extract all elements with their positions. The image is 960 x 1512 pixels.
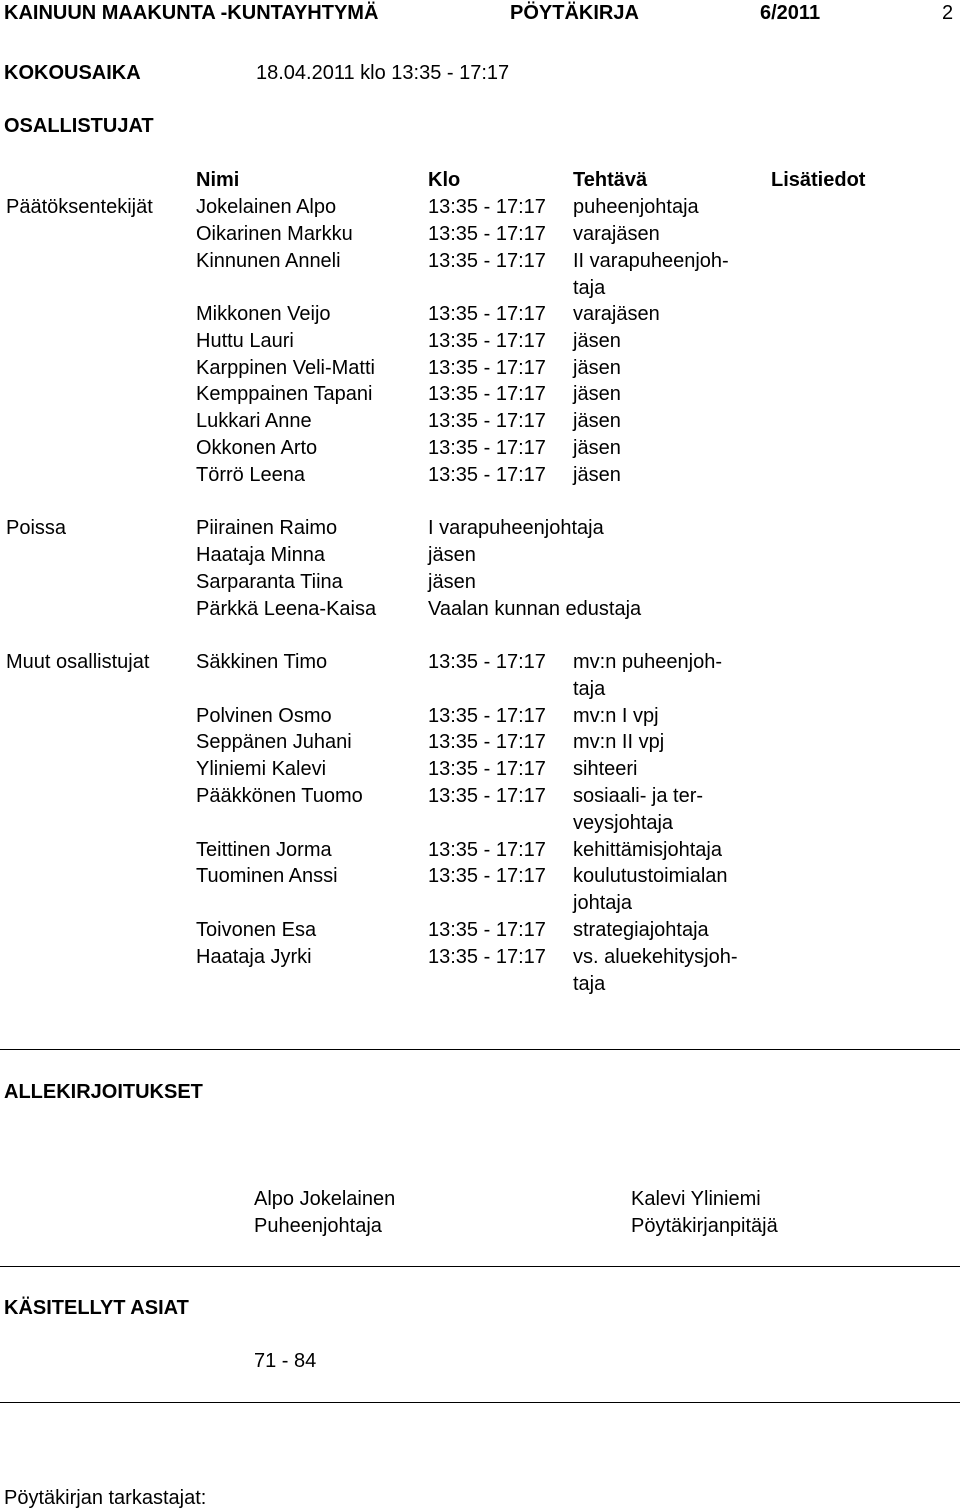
participant-role: jäsen [573,464,621,486]
participants-title: OSALLISTUJAT [4,115,154,137]
table-row [0,408,960,435]
participant-role-continued: taja [573,677,606,700]
participant-time: 13:35 - 17:17 [428,383,546,405]
participant-role: puheenjohtaja [573,196,699,218]
participant-name: Pääkkönen Tuomo [196,785,363,807]
participant-role-continued: veysjohtaja [573,811,674,834]
group-label-others: Muut osallistujat [6,651,150,673]
signer-secretary-name: Kalevi Yliniemi [631,1188,761,1210]
table-header [0,167,960,194]
participant-role: mv:n II vpj [573,731,665,753]
table-row [0,515,960,542]
participant-role: sihteeri [573,758,638,780]
participant-name: Okkonen Arto [196,437,318,459]
col-time-header: Klo [428,169,461,191]
participant-time: 13:35 - 17:17 [428,437,546,459]
col-role-header: Tehtävä [573,169,648,191]
participant-name: Teittinen Jorma [196,839,332,861]
participant-role: varajäsen [573,303,660,325]
items-range: 71 - 84 [254,1350,317,1372]
participant-name: Piirainen Raimo [196,517,338,539]
participant-role-continued: taja [573,972,606,995]
table-row [0,596,960,623]
table-row [0,569,960,596]
table-row [0,729,960,756]
table-row [0,917,960,944]
table-row [0,355,960,382]
participant-role: vs. aluekehitysjoh- [573,946,738,968]
participant-role-continued: johtaja [573,891,632,914]
participant-name: Tuominen Anssi [196,865,338,887]
participant-time: 13:35 - 17:17 [428,758,546,780]
participant-time: 13:35 - 17:17 [428,946,546,968]
participant-role: sosiaali- ja ter- [573,785,704,807]
participant-time: 13:35 - 17:17 [428,919,546,941]
section-divider [0,1266,960,1267]
signatures-title: ALLEKIRJOITUKSET [4,1081,203,1103]
signer-chair-role: Puheenjohtaja [254,1215,382,1237]
participant-name: Polvinen Osmo [196,705,332,727]
participant-time: 13:35 - 17:17 [428,464,546,486]
meeting-label: KOKOUSAIKA [4,62,141,84]
participant-role: II varapuheenjoh- [573,250,729,272]
signer-secretary-role: Pöytäkirjanpitäjä [631,1215,778,1237]
participant-name: Pärkkä Leena-Kaisa [196,598,377,620]
participant-name: Lukkari Anne [196,410,312,432]
table-row [0,462,960,489]
meeting-value: 18.04.2011 klo 13:35 - 17:17 [256,62,510,84]
participant-role: koulutustoimialan [573,865,728,887]
participant-time: 13:35 - 17:17 [428,330,546,352]
participant-name: Säkkinen Timo [196,651,328,673]
table-row [0,435,960,462]
participant-role-continued: taja [573,276,606,299]
participant-name: Kinnunen Anneli [196,250,341,272]
participant-name: Karppinen Veli-Matti [196,357,375,379]
participant-time: 13:35 - 17:17 [428,705,546,727]
participant-name: Toivonen Esa [196,919,317,941]
signer-chair-name: Alpo Jokelainen [254,1188,396,1210]
participant-name: Haataja Jyrki [196,946,312,968]
group-label-decision: Päätöksentekijät [6,196,153,218]
participant-name: Haataja Minna [196,544,325,566]
participant-role: jäsen [573,437,621,459]
participant-role: jäsen [428,571,476,593]
participant-role: Vaalan kunnan edustaja [428,598,642,620]
participant-role: strategiajohtaja [573,919,709,941]
table-row [0,944,960,995]
participant-name: Mikkonen Veijo [196,303,331,325]
participant-time: 13:35 - 17:17 [428,839,546,861]
participant-name: Huttu Lauri [196,330,294,352]
participant-time: 13:35 - 17:17 [428,303,546,325]
participant-name: Seppänen Juhani [196,731,352,753]
participant-name: Oikarinen Markku [196,223,353,245]
participant-role: kehittämisjohtaja [573,839,722,861]
group-label-absent: Poissa [6,517,67,539]
table-row [0,248,960,299]
participant-role: I varapuheenjohtaja [428,517,604,539]
participant-role: jäsen [573,330,621,352]
table-row [0,328,960,355]
participant-time: 13:35 - 17:17 [428,865,546,887]
participant-time: 13:35 - 17:17 [428,196,546,218]
col-name-header: Nimi [196,169,240,191]
participant-time: 13:35 - 17:17 [428,250,546,272]
participant-time: 13:35 - 17:17 [428,357,546,379]
document-number: 6/2011 [760,2,821,24]
participant-name: Yliniemi Kalevi [196,758,327,780]
participant-role: mv:n I vpj [573,705,659,727]
table-row [0,381,960,408]
document-type: PÖYTÄKIRJA [510,2,639,24]
page-number: 2 [942,2,954,24]
items-title: KÄSITELLYT ASIAT [4,1297,189,1319]
table-row [0,221,960,248]
participant-name: Törrö Leena [196,464,305,486]
participant-time: 13:35 - 17:17 [428,785,546,807]
table-row [0,194,960,221]
org-name: KAINUUN MAAKUNTA -KUNTAYHTYMÄ [4,2,379,24]
participant-time: 13:35 - 17:17 [428,410,546,432]
table-row [0,703,960,730]
participant-role: jäsen [428,544,476,566]
table-row [0,301,960,328]
participant-role: jäsen [573,410,621,432]
participant-time: 13:35 - 17:17 [428,651,546,673]
section-divider [0,1402,960,1403]
participant-name: Sarparanta Tiina [196,571,343,593]
participant-role: mv:n puheenjoh- [573,651,722,673]
participant-role: jäsen [573,357,621,379]
table-row [0,542,960,569]
table-row [0,837,960,864]
table-row [0,863,960,914]
participant-role: jäsen [573,383,621,405]
participant-role: varajäsen [573,223,660,245]
participant-name: Jokelainen Alpo [196,196,337,218]
col-info-header: Lisätiedot [771,169,866,191]
participant-name: Kemppainen Tapani [196,383,373,405]
table-row [0,783,960,834]
table-row [0,649,960,700]
participant-time: 13:35 - 17:17 [428,223,546,245]
table-row [0,756,960,783]
section-divider [0,1049,960,1050]
reviewers-label: Pöytäkirjan tarkastajat: [4,1487,207,1509]
participant-time: 13:35 - 17:17 [428,731,546,753]
